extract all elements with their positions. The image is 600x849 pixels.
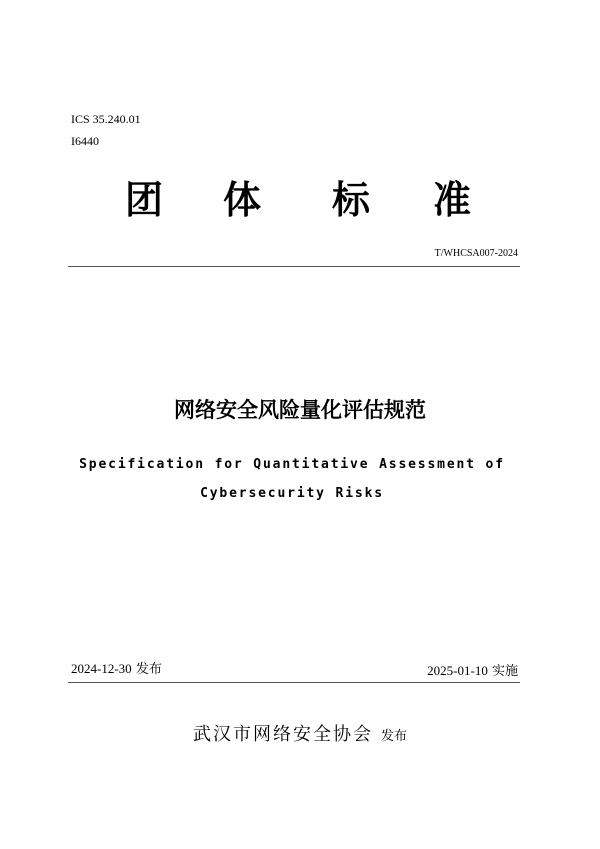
title-english-line-1: Specification for Quantitative Assessment of <box>79 457 505 472</box>
standard-type-char-4: 准 <box>433 178 472 222</box>
title-chinese: 网络安全风险量化评估规范 <box>174 398 426 422</box>
ics-code: ICS 35.240.01 <box>71 112 141 126</box>
publisher-name: 武汉市网络安全协会 <box>192 724 373 745</box>
standard-type-char-2: 体 <box>223 178 262 222</box>
implementation-date-value: 2025-01-10 <box>427 663 488 678</box>
standard-number: T/WHCSA007-2024 <box>434 248 518 259</box>
ccs-code: I6440 <box>71 134 99 148</box>
implementation-date <box>427 663 518 680</box>
title-english-line-2: Cybersecurity Risks <box>200 486 384 501</box>
standard-type-char-3: 标 <box>332 178 371 222</box>
header-divider <box>68 266 520 267</box>
publisher-action: 发布 <box>380 729 407 744</box>
implementation-label: 实施 <box>491 664 518 679</box>
issue-date-value: 2024-12-30 <box>71 661 132 676</box>
standard-type-char-1: 团 <box>125 178 164 222</box>
issue-label: 发布 <box>135 662 162 677</box>
publisher-line <box>0 720 600 746</box>
footer-divider <box>68 682 520 683</box>
issue-date <box>71 661 162 678</box>
